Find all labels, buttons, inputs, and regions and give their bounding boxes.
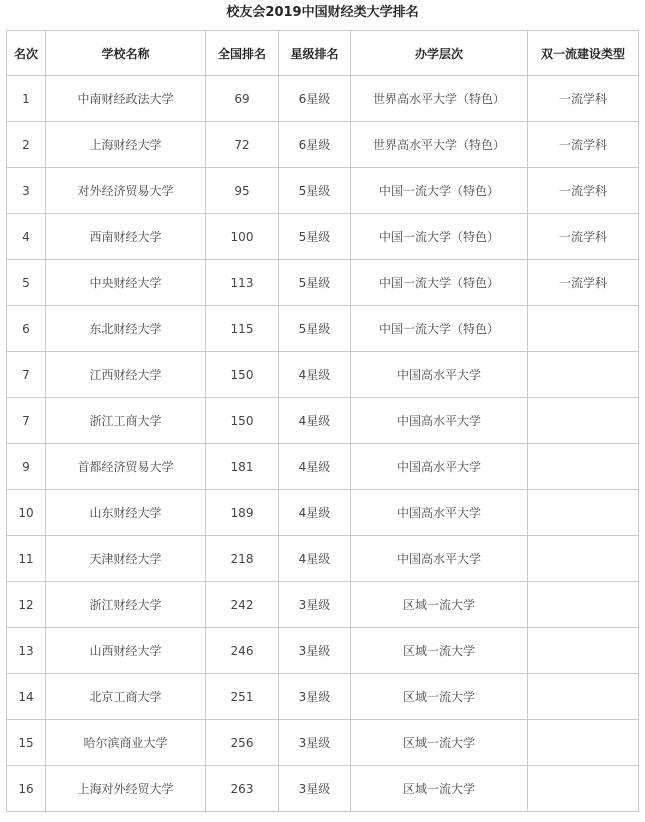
star-rating-cell: 3星级 (279, 674, 351, 720)
school-name-cell: 天津财经大学 (46, 536, 206, 582)
school-level-cell: 区域一流大学 (351, 766, 528, 812)
school-level-cell: 中国一流大学（特色） (351, 306, 528, 352)
rank-cell: 15 (7, 720, 46, 766)
table-row (7, 168, 639, 214)
national-rank-cell: 242 (206, 582, 279, 628)
table-row (7, 444, 639, 490)
school-level-cell: 区域一流大学 (351, 582, 528, 628)
rank-cell: 2 (7, 122, 46, 168)
school-name-cell: 浙江财经大学 (46, 582, 206, 628)
school-level-cell: 区域一流大学 (351, 674, 528, 720)
school-name-cell: 西南财经大学 (46, 214, 206, 260)
star-rating-cell: 5星级 (279, 306, 351, 352)
rank-cell: 5 (7, 260, 46, 306)
national-rank-cell: 181 (206, 444, 279, 490)
school-level-cell: 中国高水平大学 (351, 490, 528, 536)
national-rank-cell: 189 (206, 490, 279, 536)
school-level-cell: 区域一流大学 (351, 628, 528, 674)
star-rating-cell: 3星级 (279, 720, 351, 766)
double-first-class-cell (528, 628, 639, 674)
school-name-cell: 北京工商大学 (46, 674, 206, 720)
school-level-cell: 中国一流大学（特色） (351, 260, 528, 306)
star-rating-cell: 4星级 (279, 398, 351, 444)
rank-cell: 13 (7, 628, 46, 674)
school-level-cell: 中国一流大学（特色） (351, 214, 528, 260)
school-level-cell: 世界高水平大学（特色） (351, 122, 528, 168)
school-name-cell: 中央财经大学 (46, 260, 206, 306)
double-first-class-cell (528, 582, 639, 628)
star-rating-cell: 5星级 (279, 260, 351, 306)
rank-cell: 9 (7, 444, 46, 490)
national-rank-cell: 246 (206, 628, 279, 674)
rank-cell: 6 (7, 306, 46, 352)
star-rating-cell: 5星级 (279, 214, 351, 260)
table-row (7, 260, 639, 306)
double-first-class-cell (528, 306, 639, 352)
national-rank-cell: 218 (206, 536, 279, 582)
rank-cell: 7 (7, 398, 46, 444)
star-rating-cell: 3星级 (279, 628, 351, 674)
national-rank-cell: 69 (206, 76, 279, 122)
double-first-class-cell: 一流学科 (528, 260, 639, 306)
national-rank-cell: 251 (206, 674, 279, 720)
table-row (7, 720, 639, 766)
double-first-class-cell (528, 766, 639, 812)
double-first-class-cell: 一流学科 (528, 168, 639, 214)
table-row (7, 214, 639, 260)
table-row (7, 306, 639, 352)
rank-cell: 16 (7, 766, 46, 812)
double-first-class-cell (528, 352, 639, 398)
table-row (7, 398, 639, 444)
double-first-class-cell (528, 444, 639, 490)
header-national-rank: 全国排名 (206, 31, 279, 76)
double-first-class-cell: 一流学科 (528, 214, 639, 260)
double-first-class-cell (528, 720, 639, 766)
school-level-cell: 区域一流大学 (351, 720, 528, 766)
school-name-cell: 上海对外经贸大学 (46, 766, 206, 812)
star-rating-cell: 4星级 (279, 536, 351, 582)
school-level-cell: 中国高水平大学 (351, 536, 528, 582)
school-level-cell: 世界高水平大学（特色） (351, 76, 528, 122)
header-row (7, 31, 639, 76)
national-rank-cell: 100 (206, 214, 279, 260)
header-star-rating: 星级排名 (279, 31, 351, 76)
school-level-cell: 中国高水平大学 (351, 444, 528, 490)
double-first-class-cell (528, 490, 639, 536)
rank-cell: 1 (7, 76, 46, 122)
school-name-cell: 中南财经政法大学 (46, 76, 206, 122)
national-rank-cell: 72 (206, 122, 279, 168)
star-rating-cell: 4星级 (279, 352, 351, 398)
school-name-cell: 哈尔滨商业大学 (46, 720, 206, 766)
double-first-class-cell: 一流学科 (528, 122, 639, 168)
school-level-cell: 中国高水平大学 (351, 398, 528, 444)
header-school-level: 办学层次 (351, 31, 528, 76)
star-rating-cell: 3星级 (279, 582, 351, 628)
table-row (7, 628, 639, 674)
school-name-cell: 江西财经大学 (46, 352, 206, 398)
table-row (7, 582, 639, 628)
national-rank-cell: 150 (206, 398, 279, 444)
national-rank-cell: 113 (206, 260, 279, 306)
double-first-class-cell (528, 674, 639, 720)
table-row (7, 490, 639, 536)
rank-cell: 11 (7, 536, 46, 582)
rank-cell: 12 (7, 582, 46, 628)
table-row (7, 122, 639, 168)
school-level-cell: 中国高水平大学 (351, 352, 528, 398)
school-name-cell: 对外经济贸易大学 (46, 168, 206, 214)
star-rating-cell: 4星级 (279, 444, 351, 490)
ranking-table (6, 30, 639, 812)
rank-cell: 4 (7, 214, 46, 260)
national-rank-cell: 95 (206, 168, 279, 214)
school-name-cell: 山东财经大学 (46, 490, 206, 536)
table-row (7, 352, 639, 398)
school-name-cell: 上海财经大学 (46, 122, 206, 168)
rank-cell: 7 (7, 352, 46, 398)
school-name-cell: 首都经济贸易大学 (46, 444, 206, 490)
page-title: 校友会2019中国财经类大学排名 (226, 5, 419, 20)
header-rank: 名次 (7, 31, 46, 76)
star-rating-cell: 5星级 (279, 168, 351, 214)
star-rating-cell: 3星级 (279, 766, 351, 812)
table-row (7, 766, 639, 812)
rank-cell: 3 (7, 168, 46, 214)
table-row (7, 76, 639, 122)
header-double-first-class: 双一流建设类型 (528, 31, 639, 76)
school-name-cell: 山西财经大学 (46, 628, 206, 674)
star-rating-cell: 6星级 (279, 122, 351, 168)
table-row (7, 536, 639, 582)
table-row (7, 674, 639, 720)
school-name-cell: 浙江工商大学 (46, 398, 206, 444)
school-level-cell: 中国一流大学（特色） (351, 168, 528, 214)
header-school-name: 学校名称 (46, 31, 206, 76)
national-rank-cell: 256 (206, 720, 279, 766)
double-first-class-cell (528, 398, 639, 444)
star-rating-cell: 4星级 (279, 490, 351, 536)
national-rank-cell: 150 (206, 352, 279, 398)
double-first-class-cell: 一流学科 (528, 76, 639, 122)
national-rank-cell: 115 (206, 306, 279, 352)
rank-cell: 10 (7, 490, 46, 536)
school-name-cell: 东北财经大学 (46, 306, 206, 352)
rank-cell: 14 (7, 674, 46, 720)
double-first-class-cell (528, 536, 639, 582)
star-rating-cell: 6星级 (279, 76, 351, 122)
national-rank-cell: 263 (206, 766, 279, 812)
